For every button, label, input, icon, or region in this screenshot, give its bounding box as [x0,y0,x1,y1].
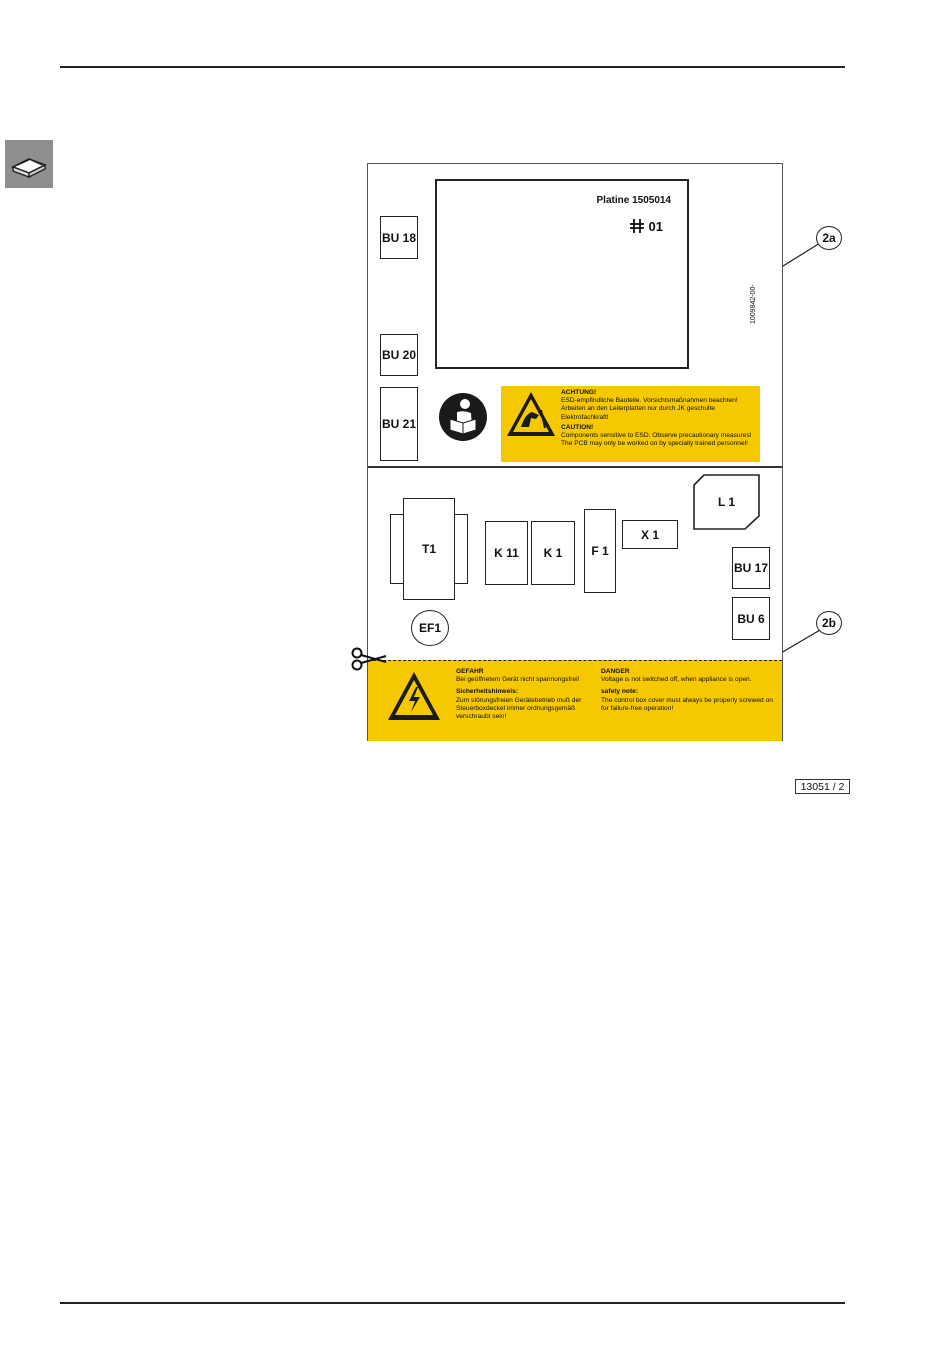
esd-en-heading: CAUTION! [561,423,594,431]
danger-de-column [456,668,596,725]
transformer-t1 [390,498,468,600]
figure-reference: 13051 / 2 [795,779,850,794]
high-voltage-warning-icon [386,670,442,727]
component-ef1: EF1 [411,610,449,646]
hash-icon [629,218,645,234]
esd-warning-label [501,386,760,462]
danger-en-text: Voltage is not switched off, when appliance is open. [601,676,752,684]
inductor-l1-label: L 1 [717,495,736,509]
callout-2a: 2a [816,226,842,250]
esd-de-text: ESD-empfindliche Bauteile. Vorsichtsmaßnahmen beachten! Arbeiten an den Leiterplatten nur durch JK geschulte Elektrofachkraft! [561,397,738,421]
danger-de-note-text: Zum störungsfreien Gerätebetrieb muß der Steuerboxdeckel immer ordnungsgemäß verschraubt sein! [456,696,582,721]
socket-bu18: BU 18 [380,216,418,259]
danger-en-note-heading: safety note: [601,688,639,696]
manual-reader-icon [438,392,488,447]
danger-en-column [601,668,773,717]
danger-de-note-heading: Sicherheitshinweis: [456,688,518,696]
connector-x1: X 1 [622,520,678,549]
esd-warning-icon [505,390,557,441]
esd-en-text: Components sensitive to ESD. Observe precautionary measures! The PCB may only be worked on by specially trained personnel! [561,432,752,448]
transformer-t1-label: T1 [403,498,455,600]
socket-bu21: BU 21 [380,387,418,461]
socket-bu6: BU 6 [732,597,770,640]
vertical-part-code: 1009842-00- [750,284,757,324]
inductor-l1 [693,474,760,530]
scissors-icon [350,647,388,676]
display-window [435,179,689,369]
control-box-label-diagram [367,163,783,741]
socket-bu17: BU 17 [732,547,770,589]
board-label: Platine 1505014 [596,195,671,206]
fuse-f1: F 1 [584,509,616,593]
danger-warning-label [368,660,782,741]
socket-bu20: BU 20 [380,334,418,376]
callout-2b: 2b [816,611,842,635]
board-number-value: 01 [648,218,663,234]
relay-k11: K 11 [485,521,528,585]
danger-en-note-text: The control box cover must always be properly screwed on for failure-free operation! [601,696,773,712]
danger-de-heading: GEFAHR [456,668,484,675]
diagram-divider [368,466,782,468]
board-number [629,218,663,234]
esd-de-heading: ACHTUNG! [561,389,597,396]
relay-k1: K 1 [531,521,575,585]
danger-de-text: Bei geöffnetem Gerät nicht spannungsfrei! [456,676,580,684]
danger-en-heading: DANGER [601,668,630,675]
